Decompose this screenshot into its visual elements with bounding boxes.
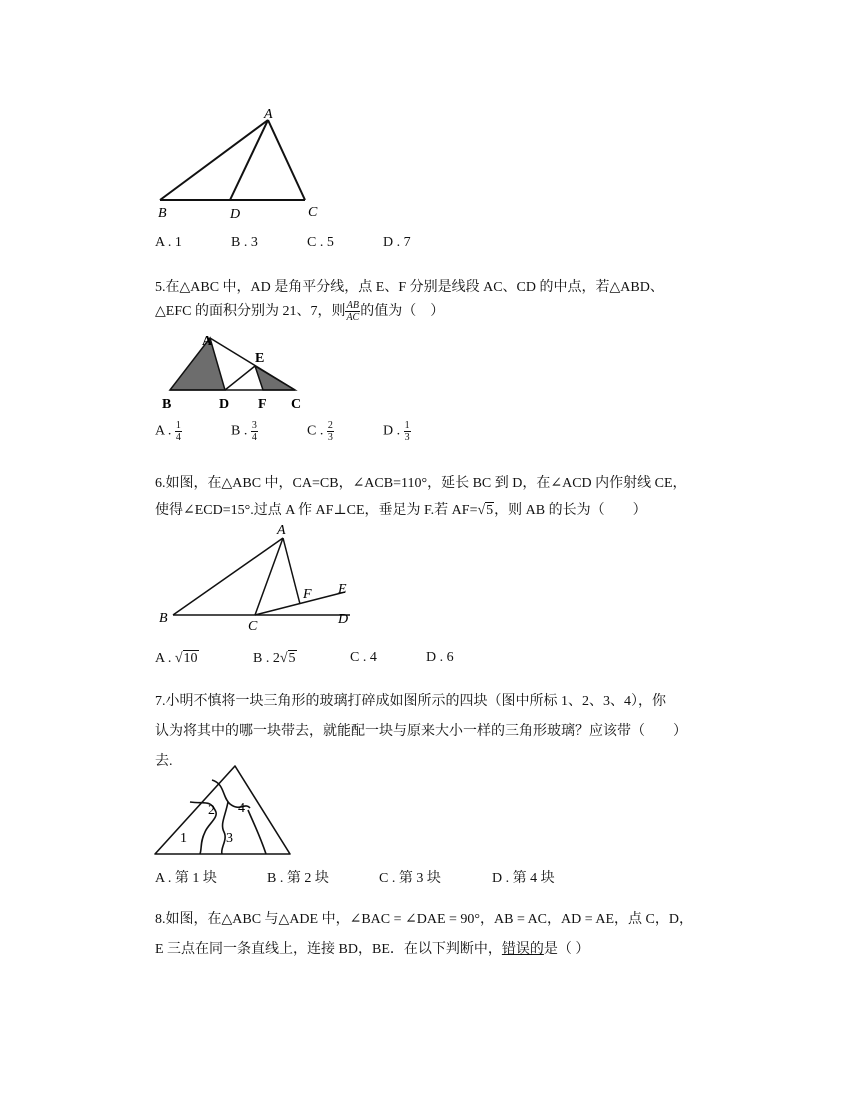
label-e: E — [338, 582, 347, 597]
q7-option-b[interactable]: B . 第 2 块 — [267, 871, 329, 886]
q7-text-line3: 去. — [155, 754, 173, 769]
q6-text-line2: 使得∠ECD=15°.过点 A 作 AF⊥CE，垂足为 F.若 AF=√5，则 AB 的长为（ ） — [155, 503, 647, 518]
label-c: C — [308, 205, 318, 220]
q5-text-line2 — [155, 300, 444, 323]
q5-option-d[interactable]: D . $\frac{1}{3}$ — [383, 420, 410, 443]
label-b: B — [159, 611, 168, 626]
q5-option-c[interactable]: C . $\frac{2}{3}$ — [307, 420, 333, 443]
q6-option-a[interactable]: A . √10 — [155, 651, 198, 666]
q6-option-d[interactable]: D . 6 — [426, 650, 454, 665]
q6-option-b[interactable]: B . 2√5 — [253, 651, 296, 666]
q8-text-part2: 是（ ） — [543, 942, 590, 957]
q6-option-c[interactable]: C . 4 — [350, 650, 377, 665]
q4-option-a[interactable]: A . 1 — [155, 235, 182, 250]
label-b: B — [162, 397, 172, 412]
q8-text-line1: 8.如图，在△ABC 与△ADE 中，∠BAC = ∠DAE = 90°，AB = AC，AD = AE，点 C，D， — [155, 912, 693, 927]
figure-q6-triangle — [155, 520, 365, 635]
q5-option-b[interactable]: B . $\frac{3}{4}$ — [231, 420, 257, 443]
q7-option-c[interactable]: C . 第 3 块 — [379, 871, 441, 886]
figure-q5-triangle — [155, 330, 315, 412]
piece-2-label: 2 — [208, 803, 215, 818]
label-a: A — [202, 334, 213, 349]
q8-text-line2 — [155, 938, 589, 958]
label-c: C — [291, 397, 302, 412]
q5-text-part: △EFC 的面积分别为 21、7，则 — [155, 304, 346, 319]
q7-option-d[interactable]: D . 第 4 块 — [492, 871, 555, 886]
label-b: B — [158, 206, 167, 221]
q6-text-part: 使得∠ECD=15°.过点 A 作 AF⊥CE，垂足为 F.若 AF= — [155, 503, 478, 518]
q5-text-line1: 5.在△ABC 中，AD 是角平分线，点 E、F 分别是线段 AC、CD 的中点，若△ABD、 — [155, 280, 664, 295]
q7-option-a[interactable]: A . 第 1 块 — [155, 871, 217, 886]
q4-option-b[interactable]: B . 3 — [231, 235, 258, 250]
q8-underlined-text: 错误的 — [501, 942, 544, 957]
figure-q7-broken-glass — [150, 762, 295, 860]
q4-option-d[interactable]: D . 7 — [383, 235, 411, 250]
q5-fraction: $\frac{AB}{AC}$ — [346, 300, 360, 324]
label-c: C — [248, 619, 258, 634]
q6-text-line1: 6.如图，在△ABC 中，CA=CB，∠ACB=110°，延长 BC 到 D，在∠ACD 内作射线 CE， — [155, 476, 687, 491]
q7-text-line1: 7.小明不慎将一块三角形的玻璃打碎成如图所示的四块（图中所标 1、2、3、4），你 — [155, 694, 666, 709]
q5-option-a[interactable]: A . $\frac{1}{4}$ — [155, 420, 181, 443]
label-f: F — [303, 587, 312, 602]
label-d: D — [230, 207, 241, 222]
piece-4-label: 4 — [238, 801, 245, 816]
label-e: E — [255, 351, 265, 366]
label-a: A — [264, 107, 273, 122]
label-f: F — [258, 397, 267, 412]
label-a: A — [277, 523, 286, 538]
label-d: D — [219, 397, 230, 412]
figure-triangle-abdc — [150, 100, 330, 225]
label-d: D — [338, 612, 349, 627]
q6-sqrt: 5 — [486, 503, 494, 518]
q5-text-part2: 的值为（ ） — [360, 304, 445, 319]
q7-text-line2: 认为将其中的哪一块带去，就能配一块与原来大小一样的三角形玻璃？应该带（ ） — [155, 724, 687, 739]
q6-text-part2: ，则 AB 的长为（ ） — [494, 503, 647, 518]
q4-option-c[interactable]: C . 5 — [307, 235, 334, 250]
piece-3-label: 3 — [226, 831, 233, 846]
piece-1-label: 1 — [180, 831, 187, 846]
q8-text-part: E 三点在同一条直线上，连接 BD，BE．在以下判断中， — [155, 942, 502, 957]
